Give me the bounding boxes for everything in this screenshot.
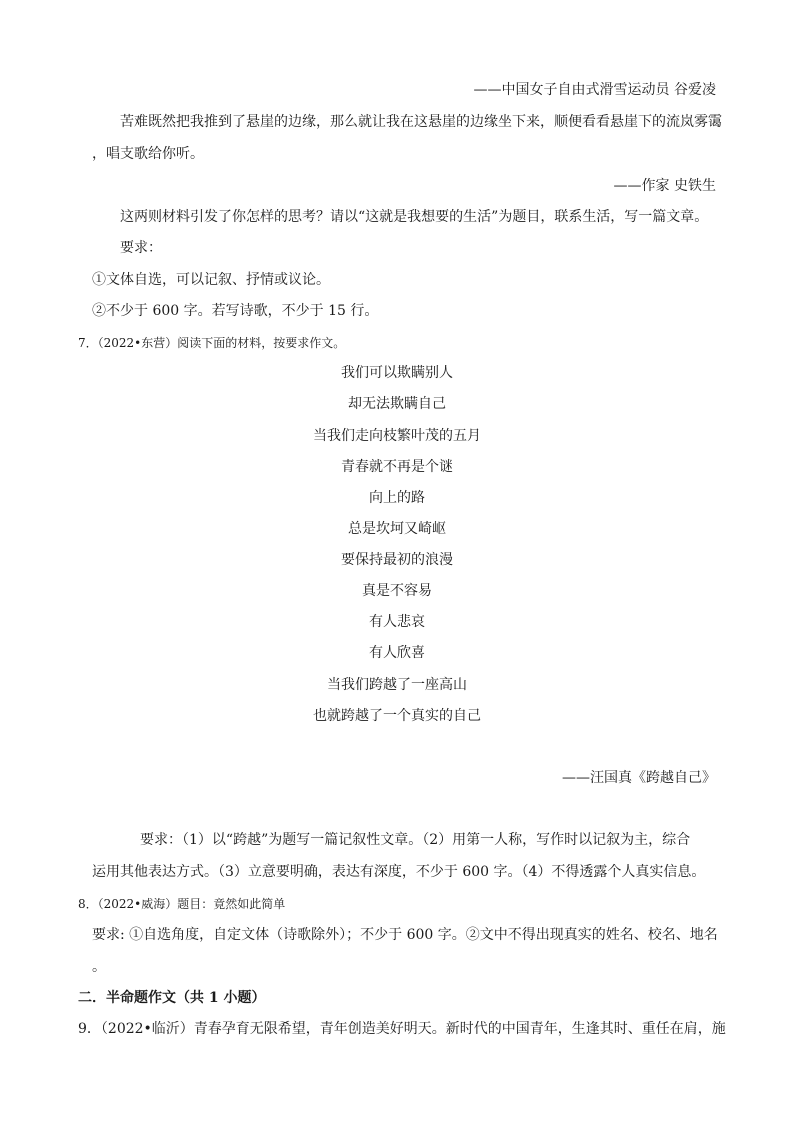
poem-line: 青春就不再是个谜 (341, 459, 453, 475)
poem-line: 当我们走向枝繁叶茂的五月 (313, 428, 481, 444)
q9-line-1: 9．（2022•临沂）青春孕育无限希望，青年创造美好明天。新时代的中国青年，生逢其时、重任在肩，施 (78, 1021, 726, 1037)
poem-line: 却无法欺瞒自己 (348, 396, 446, 412)
quote-shi-tiesheng-line-1: 苦难既然把我推到了悬崖的边缘，那么就让我在这悬崖的边缘坐下来，顺便看看悬崖下的流岚雾霭 (120, 114, 722, 130)
q6-requirement-2: ②不少于 600 字。若写诗歌，不少于 15 行。 (92, 303, 379, 319)
poem-line: 总是坎坷又崎岖 (348, 521, 446, 537)
poem-line: 有人悲哀 (369, 614, 425, 630)
poem-line: 要保持最初的浪漫 (341, 552, 453, 568)
q6-requirements-label: 要求： (120, 240, 162, 256)
q8-requirements-line-2: 。 (92, 959, 106, 975)
q6-prompt: 这两则材料引发了你怎样的思考？请以“这就是我想要的生活”为题目，联系生活，写一篇文章。 (120, 209, 709, 225)
q7-requirements-line-2: 运用其他表达方式。（3）立意要明确，表达有深度，不少于 600 字。（4）不得透露个人真实信息。 (92, 864, 706, 880)
q6-requirement-1: ①文体自选，可以记叙、抒情或议论。 (92, 272, 330, 288)
poem-line: 真是不容易 (362, 583, 432, 599)
quote-attribution-shi-tiesheng: ——作家 史铁生 (613, 178, 716, 194)
quote-shi-tiesheng-line-2: ，唱支歌给你听。 (92, 146, 204, 162)
q8-requirements-line-1: 要求: ①自选角度，自定文体（诗歌除外）；不少于 600 字。②文中不得出现真实的姓名、校名、地名 (92, 927, 718, 943)
section-title: 二．半命题作文（共 1 小题） (78, 990, 266, 1006)
poem-line: 当我们跨越了一座高山 (327, 677, 467, 693)
poem-line: 也就跨越了一个真实的自己 (313, 708, 481, 724)
poem-line: 有人欣喜 (369, 645, 425, 661)
poem-line: 向上的路 (369, 490, 425, 506)
quote-attribution-gu-ailing: ——中国女子自由式滑雪运动员 谷爱凌 (473, 82, 716, 98)
poem-attribution: ——汪国真《跨越自己》 (562, 770, 716, 786)
q8-header: 8．（2022•威海）题目：竟然如此简单 (78, 897, 286, 911)
q7-requirements-line-1: 要求：（1）以“跨越”为题写一篇记叙性文章。（2）用第一人称，写作时以记叙为主，综合 (140, 832, 691, 848)
poem-line: 我们可以欺瞒别人 (341, 365, 453, 381)
q7-header: 7．（2022•东营）阅读下面的材料，按要求作文。 (78, 336, 346, 350)
